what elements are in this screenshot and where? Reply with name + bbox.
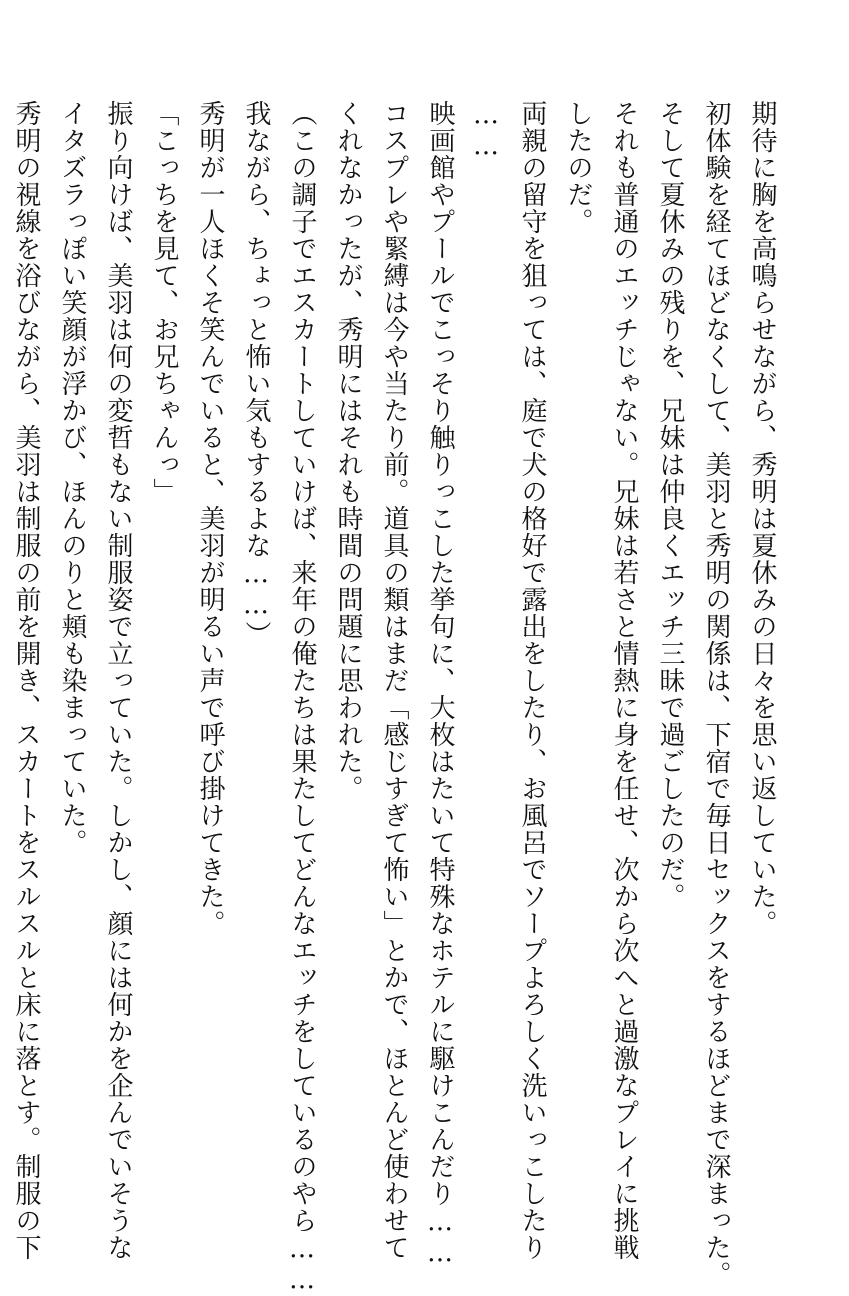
text-line: 「こっちを見て、お兄ちゃんっ」	[149, 100, 179, 505]
text-line: 振り向けば、美羽は何の変哲もない制服姿で立っていた。しかし、顔には何かを企んでいそうな	[103, 100, 133, 1261]
text-line: 我ながら、ちょっと怖い気もするよな……）	[241, 100, 271, 648]
vertical-text-block	[11, 100, 785, 1296]
text-line: 両親の留守を狙っては、庭で犬の格好で露出をしたり、お風呂でソープよろしく洗いっこしたり	[517, 100, 547, 1261]
text-line: イタズラっぽい笑顔が浮かび、ほんのりと頬も染まっていた。	[57, 100, 87, 856]
text-line: コスプレや緊縛は今や当たり前。道具の類はまだ「感じすぎて怖い」とかで、ほとんど使わせて	[379, 100, 409, 1261]
text-line: したのだ。	[563, 100, 593, 235]
text-line: 初体験を経てほどなくして、美羽と秀明の関係は、下宿で毎日セックスをするほどまで深まった。	[701, 100, 731, 1288]
text-line: くれなかったが、秀明にはそれも時間の問題に思われた。	[333, 100, 363, 802]
text-line: そして夏休みの残りを、兄妹は仲良くエッチ三昧で過ごしたのだ。	[655, 100, 685, 910]
text-line: 映画館やプールでこっそり触りっこした挙句に、大枚はたいて特殊なホテルに駆けこんだり……	[425, 100, 455, 1269]
text-line: 秀明が一人ほくそ笑んでいると、美羽が明るい声で呼び掛けてきた。	[195, 100, 225, 937]
text-line: ……	[471, 100, 501, 162]
text-line: それも普通のエッチじゃない。兄妹は若さと情熱に身を任せ、次から次へと過激なプレイに挑戦	[609, 100, 639, 1261]
text-line: 期待に胸を高鳴らせながら、秀明は夏休みの日々を思い返していた。	[747, 100, 777, 937]
text-line: （この調子でエスカートしていけば、来年の俺たちは果たしてどんなエッチをしているのやら……	[287, 100, 317, 1296]
text-line: 秀明の視線を浴びながら、美羽は制服の前を開き、スカートをスルスルと床に落とす。制服の下	[11, 100, 41, 1261]
